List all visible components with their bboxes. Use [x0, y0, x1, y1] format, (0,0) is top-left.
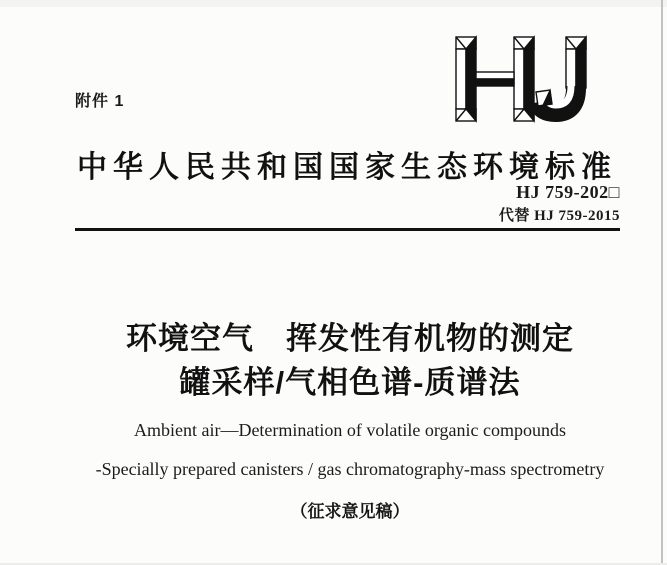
- scan-top-shade: [0, 0, 667, 7]
- draft-note: （征求意见稿）: [290, 502, 410, 521]
- title-cn-line2: 罐采样/气相色谱-质谱法: [179, 365, 521, 400]
- standard-number: HJ 759-202□: [516, 182, 620, 202]
- scan-edge-right: [661, 0, 663, 565]
- standard-org-title: 中华人民共和国国家生态环境标准: [77, 151, 617, 184]
- header-divider: [75, 228, 620, 231]
- title-en-line2: -Specially prepared canisters / gas chromatography-mass spectrometry: [95, 459, 605, 479]
- hj-logo-icon: [452, 26, 592, 126]
- replaces-line: 代替 HJ 759-2015: [498, 208, 620, 224]
- title-en-line1: Ambient air—Determination of volatile organic compounds: [133, 420, 567, 440]
- attachment-label: 附件 1: [75, 93, 125, 110]
- title-cn-line1: 环境空气 挥发性有机物的测定: [126, 321, 574, 356]
